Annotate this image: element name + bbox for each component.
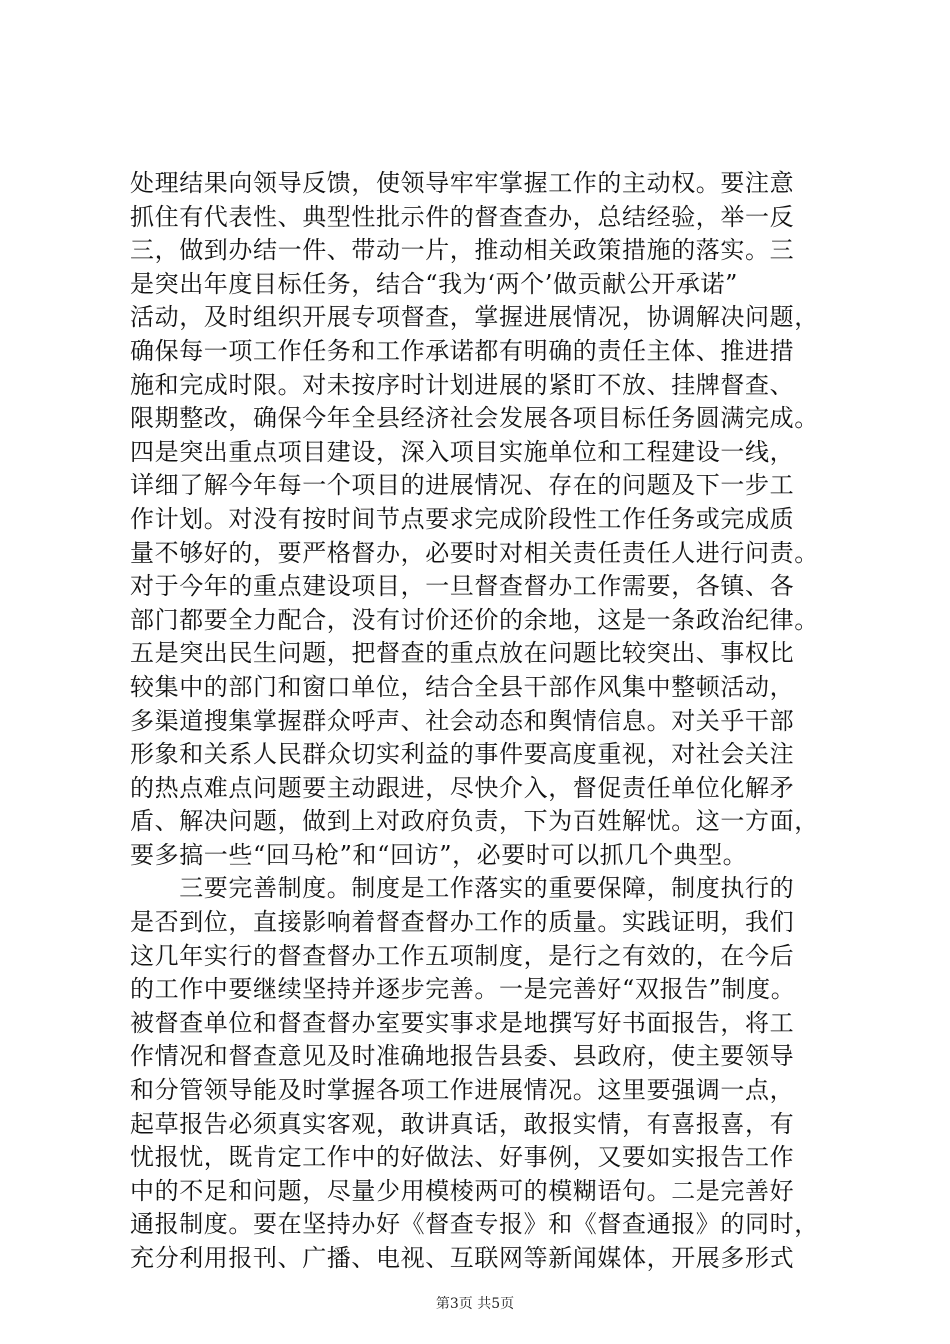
text-line: 施和完成时限。对未按序时计划进展的紧盯不放、挂牌督查、 [130,370,795,399]
text-line: 活动，及时组织开展专项督查，掌握进展情况，协调解决问题， [130,303,819,332]
text-line: 要多搞一些“回马枪”和“回访”，必要时可以抓几个典型。 [130,840,748,869]
text-line: 的热点难点问题要主动跟进，尽快介入，督促责任单位化解矛 [130,773,795,802]
text-line: 五是突出民生问题，把督查的重点放在问题比较突出、事权比 [130,639,795,668]
text-line: 三，做到办结一件、带动一片，推动相关政策措施的落实。三 [130,236,795,265]
text-line: 详细了解今年每一个项目的进展情况、存在的问题及下一步工 [130,471,795,500]
body-text [130,167,830,1276]
text-line: 多渠道搜集掌握群众呼声、社会动态和舆情信息。对关乎干部 [130,706,795,735]
text-line: 是突出年度目标任务，结合“我为‘两个’做贡献公开承诺” [130,269,738,298]
text-line: 量不够好的，要严格督办，必要时对相关责任责任人进行问责。 [130,538,819,567]
text-line: 是否到位，直接影响着督查督办工作的质量。实践证明，我们 [130,908,795,937]
text-line: 忧报忧，既肯定工作中的好做法、好事例，又要如实报告工作 [130,1143,795,1172]
text-line: 抓住有代表性、典型性批示件的督查查办，总结经验，举一反 [130,202,795,231]
text-line: 作情况和督查意见及时准确地报告县委、县政府，使主要领导 [130,1042,795,1071]
text-line: 较集中的部门和窗口单位，结合全县干部作风集中整顿活动， [130,672,795,701]
text-line: 限期整改，确保今年全县经济社会发展各项目标任务圆满完成。 [130,404,819,433]
text-line: 起草报告必须真实客观，敢讲真话，敢报实情，有喜报喜，有 [130,1109,795,1138]
text-line: 的工作中要继续坚持并逐步完善。一是完善好“双报告”制度。 [130,975,796,1004]
text-line: 对于今年的重点建设项目，一旦督查督办工作需要，各镇、各 [130,572,795,601]
text-line: 充分利用报刊、广播、电视、互联网等新闻媒体，开展多形式 [130,1244,795,1272]
text-line: 四是突出重点项目建设，深入项目实施单位和工程建设一线， [130,437,795,466]
text-line: 部门都要全力配合，没有讨价还价的余地，这是一条政治纪律。 [130,605,819,634]
text-line: 确保每一项工作任务和工作承诺都有明确的责任主体、推进措 [130,336,795,365]
text-line: 作计划。对没有按时间节点要求完成阶段性工作任务或完成质 [130,504,795,533]
text-line: 通报制度。要在坚持办好《督查专报》和《督查通报》的同时， [130,1210,819,1239]
text-line: 和分管领导能及时掌握各项工作进展情况。这里要强调一点， [130,1076,795,1105]
text-line: 形象和关系人民群众切实利益的事件要高度重视，对社会关注 [130,740,795,769]
text-line: 盾、解决问题，做到上对政府负责，下为百姓解忧。这一方面， [130,807,819,836]
page-footer: 第3页 共5页 [435,1296,515,1312]
text-line: 处理结果向领导反馈，使领导牢牢掌握工作的主动权。要注意 [130,169,795,197]
text-line: 被督查单位和督查督办室要实事求是地撰写好书面报告，将工 [130,1008,795,1037]
text-line: 三要完善制度。制度是工作落实的重要保障，制度执行的 [130,874,795,903]
text-line: 中的不足和问题，尽量少用模棱两可的模糊语句。二是完善好 [130,1176,795,1205]
text-line: 这几年实行的督查督办工作五项制度，是行之有效的，在今后 [130,941,795,970]
